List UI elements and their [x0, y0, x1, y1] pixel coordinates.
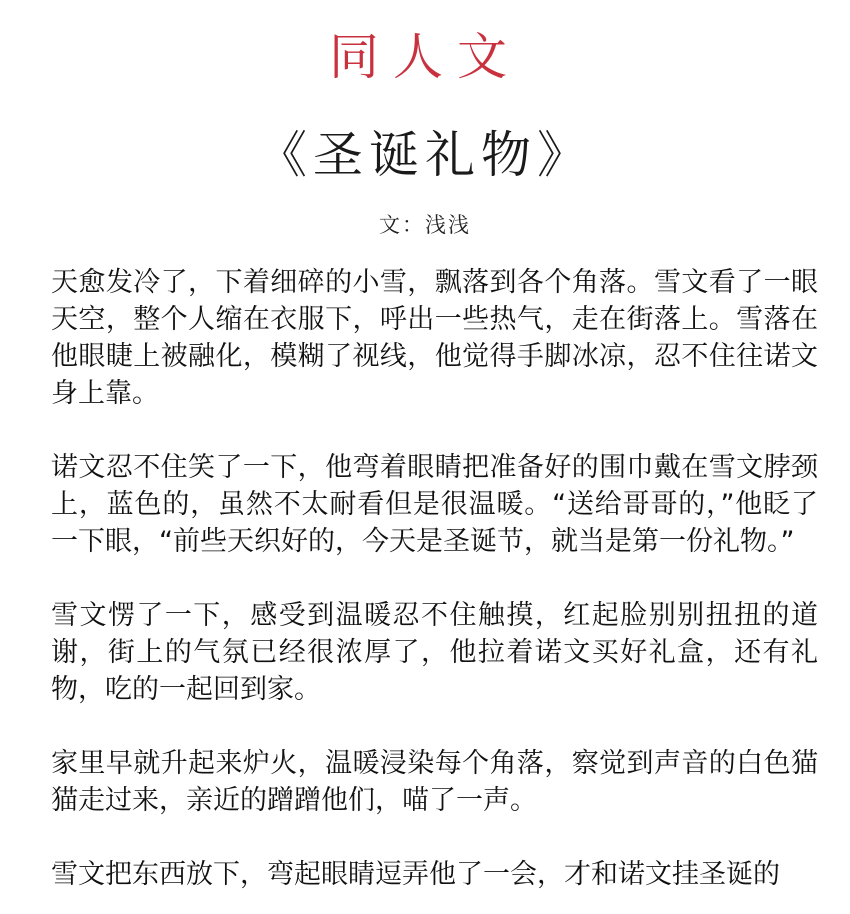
- article-body: [51, 264, 818, 914]
- paragraph: 家里早就升起来炉火，温暖浸染每个角落，察觉到声音的白色猫猫走过来，亲近的蹭蹭他们，喵了一声。: [51, 748, 818, 816]
- article-title: 《圣诞礼物》: [257, 126, 593, 184]
- author-byline: 文：浅浅: [379, 213, 471, 237]
- paragraph: 诺文忍不住笑了一下，他弯着眼睛把准备好的围巾戴在雪文脖颈上，蓝色的，虽然不太耐看但是很温暖。“送给哥哥的，”他眨了一下眼，“前些天织好的，今天是圣诞节，就当是第一份礼物。”: [51, 452, 818, 557]
- paragraph: 天愈发冷了，下着细碎的小雪，飘落到各个角落。雪文看了一眼天空，整个人缩在衣服下，呼出一些热气，走在街落上。雪落在他眼睫上被融化，模糊了视线，他觉得手脚冰凉，忍不住往诺文身上靠。: [51, 267, 818, 409]
- paragraph: 雪文把东西放下，弯起眼睛逗弄他了一会，才和诺文挂圣诞的: [51, 859, 780, 890]
- category-heading: 同人文: [329, 28, 521, 86]
- paragraph: 雪文愣了一下，感受到温暖忍不住触摸，红起脸别别扭扭的道谢，街上的气氛已经很浓厚了，他拉着诺文买好礼盒，还有礼物，吃的一起回到家。: [51, 600, 818, 705]
